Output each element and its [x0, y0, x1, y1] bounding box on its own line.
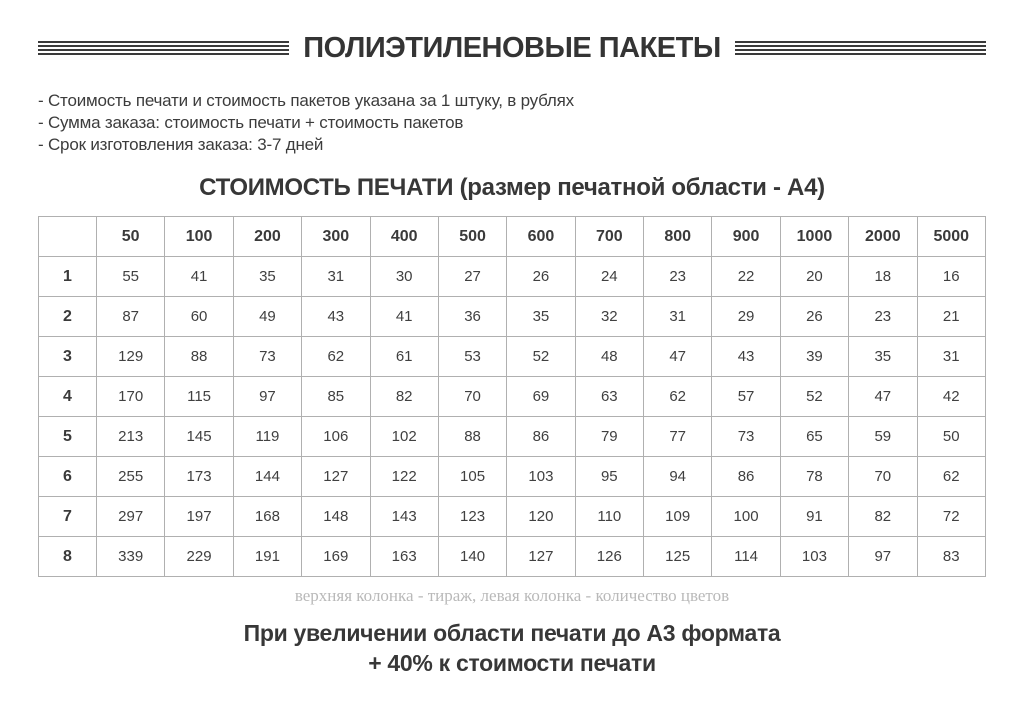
column-header: 400 [370, 217, 438, 257]
price-cell: 61 [370, 337, 438, 377]
column-header: 900 [712, 217, 780, 257]
table-row [39, 537, 986, 577]
price-cell: 79 [575, 417, 643, 457]
price-cell: 20 [780, 257, 848, 297]
price-table-body [39, 257, 986, 577]
price-cell: 88 [438, 417, 506, 457]
price-cell: 52 [780, 377, 848, 417]
price-cell: 73 [233, 337, 301, 377]
row-header: 3 [39, 337, 97, 377]
price-cell: 106 [302, 417, 370, 457]
footer-line-surcharge: + 40% к стоимости печати [368, 650, 656, 676]
price-cell: 63 [575, 377, 643, 417]
price-cell: 168 [233, 497, 301, 537]
price-cell: 49 [233, 297, 301, 337]
price-cell: 119 [233, 417, 301, 457]
price-cell: 115 [165, 377, 233, 417]
price-cell: 140 [438, 537, 506, 577]
table-caption: верхняя колонка - тираж, левая колонка - количество цветов [294, 586, 730, 605]
price-cell: 87 [97, 297, 165, 337]
price-cell: 53 [438, 337, 506, 377]
table-row [39, 337, 986, 377]
price-table [38, 216, 986, 577]
price-cell: 35 [507, 297, 575, 337]
price-cell: 16 [917, 257, 986, 297]
price-cell: 110 [575, 497, 643, 537]
price-cell: 55 [97, 257, 165, 297]
price-cell: 26 [507, 257, 575, 297]
price-cell: 47 [644, 337, 712, 377]
price-cell: 144 [233, 457, 301, 497]
price-cell: 27 [438, 257, 506, 297]
note-production-time: - Срок изготовления заказа: 3-7 дней [38, 135, 324, 154]
price-cell: 143 [370, 497, 438, 537]
column-header: 2000 [849, 217, 917, 257]
row-header: 1 [39, 257, 97, 297]
table-row [39, 497, 986, 537]
footer-note [38, 618, 986, 678]
price-cell: 145 [165, 417, 233, 457]
price-cell: 86 [507, 417, 575, 457]
price-cell: 41 [165, 257, 233, 297]
table-row [39, 257, 986, 297]
price-cell: 126 [575, 537, 643, 577]
footer-line-a3: При увеличении области печати до А3 формата [243, 620, 781, 646]
price-cell: 70 [849, 457, 917, 497]
price-cell: 26 [780, 297, 848, 337]
price-cell: 62 [644, 377, 712, 417]
price-cell: 62 [302, 337, 370, 377]
price-cell: 129 [97, 337, 165, 377]
price-cell: 59 [849, 417, 917, 457]
price-cell: 41 [370, 297, 438, 337]
table-title: СТОИМОСТЬ ПЕЧАТИ (размер печатной области - А4) [199, 174, 825, 201]
column-header: 800 [644, 217, 712, 257]
decorative-lines-right-icon [735, 41, 986, 55]
column-header: 300 [302, 217, 370, 257]
price-cell: 170 [97, 377, 165, 417]
row-header: 4 [39, 377, 97, 417]
column-header: 700 [575, 217, 643, 257]
price-cell: 173 [165, 457, 233, 497]
price-cell: 69 [507, 377, 575, 417]
column-header: 500 [438, 217, 506, 257]
price-cell: 42 [917, 377, 986, 417]
price-cell: 86 [712, 457, 780, 497]
column-header: 200 [233, 217, 301, 257]
price-cell: 339 [97, 537, 165, 577]
price-cell: 127 [302, 457, 370, 497]
price-cell: 125 [644, 537, 712, 577]
page-title: ПОЛИЭТИЛЕНОВЫЕ ПАКЕТЫ [303, 31, 721, 64]
price-cell: 35 [233, 257, 301, 297]
price-cell: 97 [233, 377, 301, 417]
price-cell: 18 [849, 257, 917, 297]
price-cell: 43 [712, 337, 780, 377]
price-cell: 82 [849, 497, 917, 537]
row-header: 5 [39, 417, 97, 457]
row-header: 7 [39, 497, 97, 537]
price-cell: 148 [302, 497, 370, 537]
price-cell: 163 [370, 537, 438, 577]
price-cell: 23 [644, 257, 712, 297]
price-cell: 120 [507, 497, 575, 537]
price-cell: 29 [712, 297, 780, 337]
masthead [38, 30, 986, 66]
price-cell: 297 [97, 497, 165, 537]
price-cell: 95 [575, 457, 643, 497]
price-cell: 35 [849, 337, 917, 377]
column-header: 1000 [780, 217, 848, 257]
column-header: 50 [97, 217, 165, 257]
price-cell: 105 [438, 457, 506, 497]
price-cell: 127 [507, 537, 575, 577]
price-cell: 97 [849, 537, 917, 577]
price-cell: 109 [644, 497, 712, 537]
table-row [39, 457, 986, 497]
price-cell: 62 [917, 457, 986, 497]
price-cell: 91 [780, 497, 848, 537]
column-header: 600 [507, 217, 575, 257]
row-header: 2 [39, 297, 97, 337]
price-cell: 48 [575, 337, 643, 377]
price-cell: 24 [575, 257, 643, 297]
table-row [39, 297, 986, 337]
price-cell: 31 [644, 297, 712, 337]
price-cell: 78 [780, 457, 848, 497]
price-cell: 83 [917, 537, 986, 577]
price-cell: 65 [780, 417, 848, 457]
column-header: 5000 [917, 217, 986, 257]
note-price-per-item: - Стоимость печати и стоимость пакетов указана за 1 штуку, в рублях [38, 91, 574, 110]
table-row [39, 417, 986, 457]
price-cell: 32 [575, 297, 643, 337]
price-cell: 191 [233, 537, 301, 577]
price-cell: 72 [917, 497, 986, 537]
price-cell: 50 [917, 417, 986, 457]
price-cell: 94 [644, 457, 712, 497]
price-cell: 85 [302, 377, 370, 417]
price-cell: 82 [370, 377, 438, 417]
header-row [39, 217, 986, 257]
price-cell: 21 [917, 297, 986, 337]
price-cell: 169 [302, 537, 370, 577]
price-cell: 47 [849, 377, 917, 417]
price-cell: 197 [165, 497, 233, 537]
price-cell: 88 [165, 337, 233, 377]
price-cell: 39 [780, 337, 848, 377]
price-cell: 23 [849, 297, 917, 337]
price-table-head [39, 217, 986, 257]
price-cell: 102 [370, 417, 438, 457]
price-cell: 103 [507, 457, 575, 497]
price-cell: 122 [370, 457, 438, 497]
price-cell: 77 [644, 417, 712, 457]
price-cell: 255 [97, 457, 165, 497]
price-cell: 22 [712, 257, 780, 297]
price-cell: 57 [712, 377, 780, 417]
price-cell: 123 [438, 497, 506, 537]
column-header: 100 [165, 217, 233, 257]
price-cell: 100 [712, 497, 780, 537]
row-header: 6 [39, 457, 97, 497]
notes-list [38, 90, 986, 156]
corner-cell [39, 217, 97, 257]
price-cell: 73 [712, 417, 780, 457]
price-cell: 60 [165, 297, 233, 337]
price-cell: 43 [302, 297, 370, 337]
decorative-lines-left-icon [38, 41, 289, 55]
price-cell: 31 [302, 257, 370, 297]
price-cell: 36 [438, 297, 506, 337]
price-cell: 114 [712, 537, 780, 577]
note-order-sum: - Сумма заказа: стоимость печати + стоимость пакетов [38, 113, 464, 132]
price-cell: 31 [917, 337, 986, 377]
price-cell: 103 [780, 537, 848, 577]
row-header: 8 [39, 537, 97, 577]
table-row [39, 377, 986, 417]
price-cell: 213 [97, 417, 165, 457]
price-cell: 70 [438, 377, 506, 417]
price-cell: 229 [165, 537, 233, 577]
price-sheet [0, 30, 1024, 701]
price-cell: 30 [370, 257, 438, 297]
price-cell: 52 [507, 337, 575, 377]
